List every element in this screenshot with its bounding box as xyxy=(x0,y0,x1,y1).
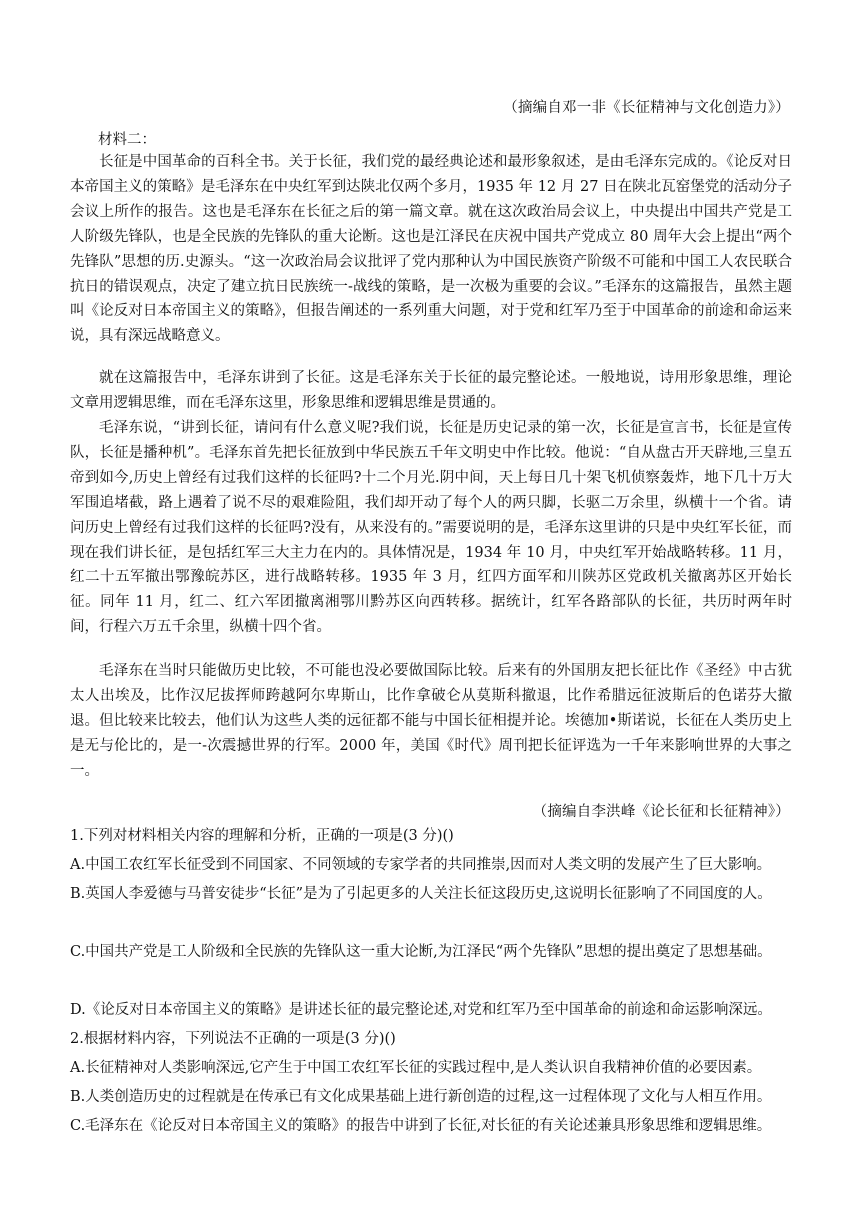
question-1-option-d: D.《论反对日本帝国主义的策略》是讲述长征的最完整论述,对党和红军乃至中国革命的前途和命运影响深远。 xyxy=(70,1002,772,1018)
question-2-option-c: C.毛泽东在《论反对日本帝国主义的策略》的报告中讲到了长征,对长征的有关论述兼具形象思维和逻辑思维。 xyxy=(70,1118,772,1134)
paragraph-2: 就在这篇报告中，毛泽东讲到了长征。这是毛泽东关于长征的最完整论述。一般地说，诗用形象思维，理论文章用逻辑思维，而在毛泽东这里，形象思维和逻辑思维是贯通的。 xyxy=(70,370,792,411)
source-citation-1: （摘编自邓一非《长征精神与文化创造力》） xyxy=(503,100,790,116)
question-1-option-c: C.中国共产党是工人阶级和全民族的先锋队这一重大论断,为江泽民“两个先锋队”思想的提出奠定了思想基础。 xyxy=(70,944,772,960)
question-1-option-b: B.英国人李爱德与马普安徒步“长征”是为了引起更多的人关注长征这段历史,这说明长征影响了不同国度的人。 xyxy=(70,886,772,902)
question-2-stem: 2.根据材料内容，下列说法不正确的一项是(3 分)() xyxy=(70,1031,396,1047)
paragraph-4: 毛泽东在当时只能做历史比较，不可能也没必要做国际比较。后来有的外国朋友把长征比作《圣经》中古犹太人出埃及，比作汉尼拔挥师跨越阿尔卑斯山，比作拿破仑从莫斯科撤退，比作希腊远征波斯后的色诺芬大撤退。但比较来比较去，他们认为这些人类的远征都不能与中国长征相提并论。埃德加•斯诺说，长征在人类历史上是无与伦比的，是一-次震撼世界的行军。2000 年，美国《时代》周刊把长征评选为一千年来影响世界的大事之一。 xyxy=(70,663,792,779)
source-citation-2: （摘编自李洪峰《论长征和长征精神》） xyxy=(532,804,790,820)
question-1-option-a: A.中国工农红军长征受到不同国家、不同领域的专家学者的共同推崇,因而对人类文明的发展产生了巨大影响。 xyxy=(70,857,772,873)
question-2-option-b: B.人类创造历史的过程就是在传承已有文化成果基础上进行新创造的过程,这一过程体现了文化与人相互作用。 xyxy=(70,1089,772,1105)
material-2-label: 材料二： xyxy=(98,132,156,148)
paragraph-1: 长征是中国革命的百科全书。关于长征，我们党的最经典论述和最形象叙述，是由毛泽东完成的。《论反对日本帝国主义的策略》是毛泽东在中央红军到达陕北仅两个多月，1935 年 12 月 27 日在陕北瓦窑堡党的活动分子会议上所作的报告。这也是毛泽东在长征之后的第一篇文章。就在这次政治局会议上，中央提出中国共产党是工人阶级先锋队，也是全民族的先锋队的重大论断。这也是江泽民在庆祝中国共产党成立 80 周年大会上提出“两个先锋队”思想的历.史源头。“这一次政治局会议批评了党内那种认为中国民族资产阶级不可能和中国工人农民联合抗日的错误观点，决定了建立抗日民族统一-战线的策略，是一次极为重要的会议。”毛泽东的这篇报告，虽然主题叫《论反对日本帝国主义的策略》，但报告阐述的一系列重大问题，对于党和红军乃至于中国革命的前途和命运来说，具有深远战略意义。 xyxy=(70,154,792,345)
question-1-stem: 1.下列对材料相关内容的理解和分析，正确的一项是(3 分)() xyxy=(70,828,454,844)
question-2-option-a: A.长征精神对人类影响深远,它产生于中国工农红军长征的实践过程中,是人类认识自我精神价值的必要因素。 xyxy=(70,1060,762,1076)
paragraph-3: 毛泽东说，“讲到长征，请问有什么意义呢?我们说，长征是历史记录的第一次，长征是宣言书，长征是宣传队，长征是播种机”。毛泽东首先把长征放到中华民族五千年文明史中作比较。他说：“自从盘古开天辟地,三皇五帝到如今,历史上曾经有过我们这样的长征吗?十二个月光.阴中间，天上每日几十架飞机侦察轰炸，地下几十万大军围追堵截，路上遇着了说不尽的艰难险阻，我们却开动了每个人的两只脚，长驱二万余里，纵横十一个省。请问历史上曾经有过我们这样的长征吗?没有，从来没有的。”需要说明的是，毛泽东这里讲的只是中央红军长征，而现在我们讲长征，是包括红军三大主力在内的。具体情况是，1934 年 10 月，中央红军开始战略转移。11 月，红二十五军撤出鄂豫皖苏区，进行战略转移。1935 年 3 月，红四方面军和川陕苏区党政机关撤离苏区开始长征。同年 11 月，红二、红六军团撤离湘鄂川黔苏区向西转移。据统计，红军各路部队的长征，共历时两年时间，行程六万五千余里，纵横十四个省。 xyxy=(70,420,792,636)
